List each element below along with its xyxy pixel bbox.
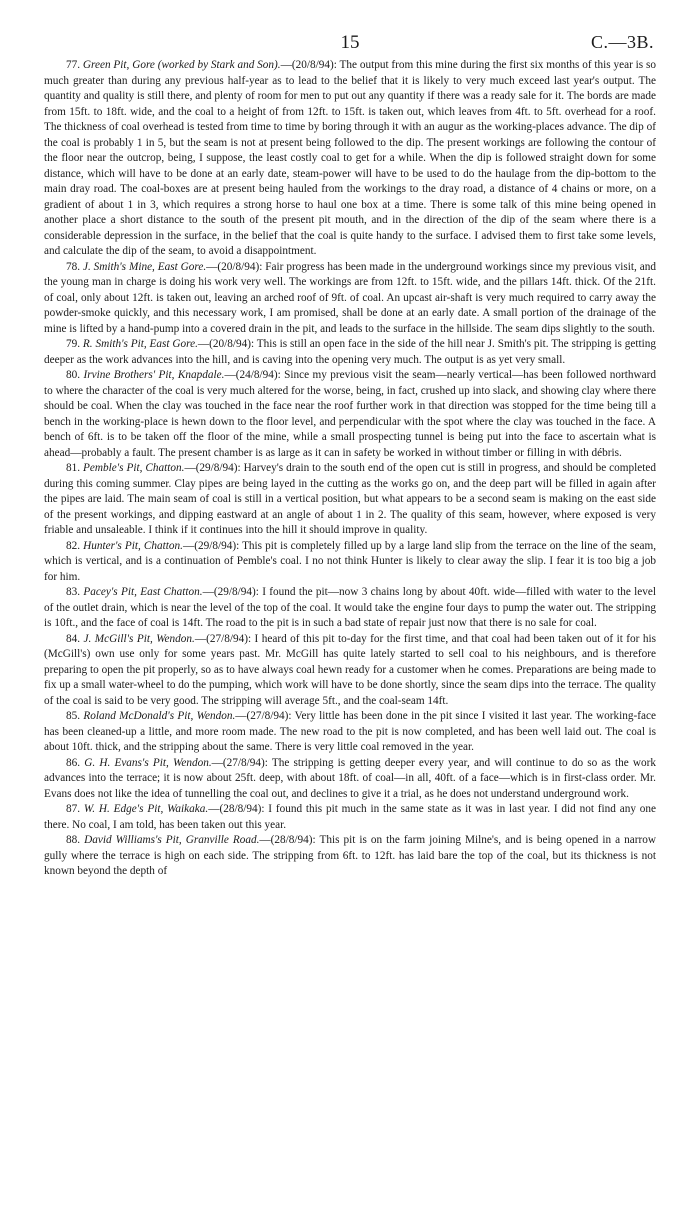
paragraph-80 [44,368,656,461]
mine-title: W. H. Edge's Pit, Waikaka. [83,803,209,815]
paragraph-number: 87. [66,803,81,815]
paragraph-83 [44,585,656,632]
paragraph-text: —(20/8/94): Fair progress has been made in the underground workings since my previous visit, and the young man in charge is doing his work very well. The workings are from 12ft. to 15ft. wide, and the pillars 14ft. thick. Of the 21ft. of coal, only about 12ft. is taken out, leaving an arched roof of 9ft. of coal. An upcast air-shaft is very much required to carry away the powder-smoke quickly, and this necessary work, I am promised, shall be done at an early date. A small portion of the drainage of the mine is lifted by a hand-pump into a covered drain in the pit, and leads to the surface in the hillside. The seam dips slightly to the south. [44,260,656,335]
paragraph-text: —(27/8/94): Very little has been done in the pit since I visited it last year. The working-face has been cleaned-up a little, and more room made. The new road to the pit is now completed, and has been well laid out. The coal is about 10ft. thick, and the stripping about the same. There is very little coal removed in the year. [44,710,657,753]
paragraph-number: 82. [66,539,81,552]
mine-title: Pacey's Pit, East Chatton. [83,586,203,598]
paragraph-85 [44,709,656,756]
paragraph-number: 86. [66,756,81,769]
paragraph-text: —(24/8/94): Since my previous visit the seam—nearly vertical—has been followed northward to where the character of the coal is very much altered for the worse, being, in fact, crushed up into slack, and showing clay where there should be coal. When the clay was touched in the face near the roof further work in that direction was stopped for the time being till a bench in the working-place is hewn down to the floor level, and perpendicular with the spot where the clay was touched in the face. A bench of 6ft. is to be taken off the floor of the mine, while a small prospecting tunnel is being put into the face to ascertain what is ahead—probably a fault. The present chamber is as large as it can in safety be worked in without timber or filling in with débris. [44,369,656,459]
paragraph-77 [44,58,656,260]
paragraph-81 [44,461,656,539]
page-header [44,0,656,58]
paragraph-text: —(29/8/94): This pit is completely filled up by a large land slip from the terrace on the line of the seam, which is vertical, and is a continuation of Pemble's coal. I no not think Hunter is likely to clear away the slip. I fear it is too big a job for him. [44,539,657,583]
mine-title: Green Pit, Gore (worked by Stark and Son). [82,59,281,71]
paragraph-87 [44,802,656,833]
paragraph-82 [44,539,656,586]
mine-title: J. McGill's Pit, Wendon. [83,632,195,645]
paragraph-86 [44,756,656,803]
paragraph-number: 88. [66,834,81,846]
paragraph-79 [44,337,656,368]
paragraph-78 [44,260,656,338]
paragraph-text: —(28/8/94): I found this pit much in the same state as it was in last year. I did not find any one there. No coal, I am told, has been taken out this year. [44,803,657,831]
mine-title: Roland McDonald's Pit, Wendon. [83,710,236,722]
paragraph-text: —(29/8/94): I found the pit—now 3 chains long by about 40ft. wide—filled with water to the level of the outlet drain, which is near the level of the top of the coal. It would take the engine four days to pump the water out. The stripping is 10ft., and the face of coal is 14ft. The road to the pit is in such a bad state of repair just now that there is no sale for coal. [44,586,657,629]
paragraph-number: 84. [66,632,81,645]
mine-title: J. Smith's Mine, East Gore. [82,260,207,273]
paragraph-text: —(28/8/94): This pit is on the farm joining Milne's, and is being opened in a narrow gully where the terrace is high on each side. The stripping from 6ft. to 12ft. has laid bare the top of the coal, but its thickness is not known beyond the depth of [44,834,656,877]
document-reference: C.—3B. [590,32,654,52]
page-number: 15 [340,32,360,53]
paragraph-number: 80. [66,369,81,381]
paragraph-text: —(20/8/94): This is still an open face in the side of the hill near J. Smith's pit. The stripping is getting deeper as the work advances into the hill, and is caving into the opening very much. The output is as yet very small. [44,338,657,366]
paragraph-84 [44,632,656,710]
paragraph-number: 78. [66,260,81,273]
paragraph-number: 85. [66,710,81,722]
mine-title: G. H. Evans's Pit, Wendon. [84,756,212,769]
report-body [44,58,656,880]
mine-title: Pemble's Pit, Chatton. [83,462,185,474]
mine-title: David Williams's Pit, Granville Road. [84,834,260,846]
paragraph-text: —(27/8/94): The stripping is getting deeper every year, and will continue to do so as the work advances into the terrace; it is now about 25ft. deep, with about 18ft. of coal—in all, 40ft. of a face—which is in first-class order. Mr. Evans does not like the idea of tunnelling the coal out, and declines to give it a trial, as he does not understand underground work. [44,756,657,800]
paragraph-text: —(20/8/94): The output from this mine during the first six months of this year is so much greater than during any previous half-year as to lead to the belief that it is likely to very much exceed last year's output. The quantity and quality is still there, and plenty of room for men to put out any quantity if there was a ready sale for it. The bords are made from 15ft. to 18ft. wide, and the coal to a height of from 12ft. to 15ft. is taken out, which leaves from 4ft. to 5ft. overhead for a roof. The thickness of coal overhead is tested from time to time by boring through it with an augur as the working-places advance. The dip of the coal is probably 1 in 5, but the seam is not at present being followed to the dip. The present workings are following the contour of the floor near the outcrop, being, I suppose, the least costly coal to get for a while. When the dip is followed straight down for some distance, which will have to be done at an early date, steam-power will have to be used to do the haulage from the dip-bottom to the main dray road. The coal-boxes are at present being hauled from the workings to the dray road, a distance of 4 chains or more, on a gradient of about 1 in 3, which requires a strong horse to haul one box at a time. There is some talk of this mine being opened in another place a short distance to the south of the present pit mouth, and in the direction of the dip of the seam where there is a considerable depression in the surface, in the belief that the coal is quite handy to the surface. I advised them to first take some levels, and calculate the dip of the seam, to avoid a disappointment. [44,59,657,257]
paragraph-number: 81. [66,462,81,474]
mine-title: Hunter's Pit, Chatton. [83,539,183,552]
paragraph-number: 77. [66,59,81,71]
paragraph-88 [44,833,656,880]
paragraph-text: —(27/8/94): I heard of this pit to-day for the first time, and that coal had been taken out of it for his (McGill's) own use only for some years past. Mr. McGill has quite lately started to sell coal to his neighbours, and is therefore preparing to open the pit properly, so as to have always coal hewn ready for a customer when he comes. Preparations are being made to fix up a small water-wheel to do the pumping, which work will have to be done shortly, since the seam dips into the terrace. The quality of the coal is said to be very good. The stripping will average 5ft., and the coal-seam 14ft. [44,632,656,707]
paragraph-number: 79. [66,338,81,350]
mine-title: R. Smith's Pit, East Gore. [82,338,198,350]
paragraph-text: —(29/8/94): Harvey's drain to the south end of the open cut is still in progress, and should be completed during this coming summer. Clay pipes are being layed in the cutting as the works go on, and the deep part will be filled in again after the pipes are laid. The main seam of coal is still in a vertical position, but what appears to be a second seam is making on the east side of the present workings, and dipping eastward at an angle of about 1 in 2. The quality of this seam, however, where exposed is very friable and unsaleable. I think if it continues into the hill it should improve in quality. [44,462,656,536]
mine-title: Irvine Brothers' Pit, Knapdale. [83,369,225,381]
paragraph-number: 83. [66,586,81,598]
